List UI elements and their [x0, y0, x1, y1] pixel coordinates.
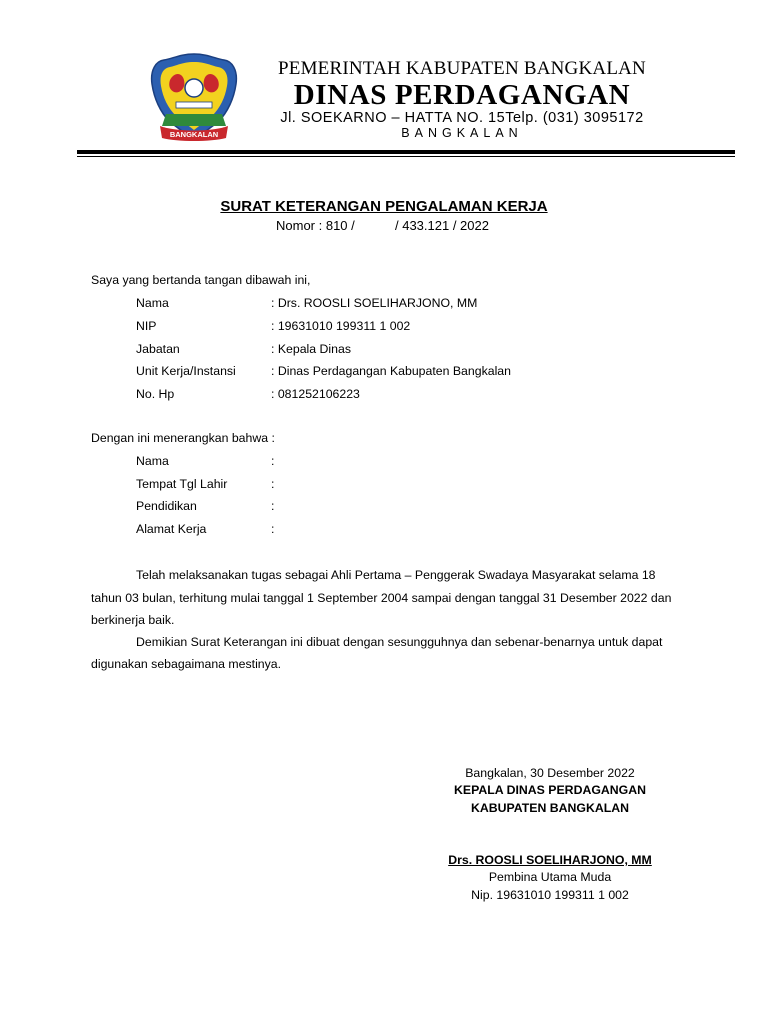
office-city: BANGKALAN — [401, 126, 523, 140]
subject-field-label: Tempat Tgl Lahir — [136, 477, 228, 491]
logo-banner-text: BANGKALAN — [169, 130, 219, 139]
signer-rank: Pembina Utama Muda — [488, 870, 612, 884]
signer-nip: Nip. 19631010 199311 1 002 — [471, 888, 629, 902]
document-number-suffix: / 433.121 / 2022 — [395, 218, 489, 233]
signer-field-label: No. Hp — [136, 387, 175, 401]
body-paragraph-line: berkinerja baik. — [91, 613, 175, 627]
body-paragraph-line: Telah melaksanakan tugas sebagai Ahli Pertama – Penggerak Swadaya Masyarakat selama 18 — [136, 568, 656, 582]
signer-field-label: Jabatan — [136, 342, 180, 356]
subject-field-value: : — [271, 477, 275, 491]
body-paragraph-line: Demikian Surat Keterangan ini dibuat dengan sesungguhnya dan sebenar-benarnya untuk dapat — [136, 635, 663, 649]
signer-field-label: Unit Kerja/Instansi — [136, 364, 236, 378]
letterhead-divider-thin — [77, 156, 735, 157]
document-number-prefix: Nomor : 810 / — [276, 218, 355, 233]
letterhead-divider-thick — [77, 150, 735, 154]
body-paragraph-line: tahun 03 bulan, terhitung mulai tanggal 1 September 2004 sampai dengan tanggal 31 Desember 2022 dan — [91, 591, 672, 605]
signer-field-value: : 081252106223 — [271, 387, 360, 401]
department-name: DINAS PERDAGANGAN — [293, 79, 631, 111]
signer-field-label: NIP — [136, 319, 157, 333]
subject-intro-text: Dengan ini menerangkan bahwa : — [91, 431, 275, 445]
signature-position-line1: KEPALA DINAS PERDAGANGAN — [454, 783, 646, 797]
office-address: Jl. SOEKARNO – HATTA NO. 15Telp. (031) 3095172 — [280, 110, 644, 126]
signer-field-value: : Drs. ROOSLI SOELIHARJONO, MM — [271, 296, 478, 310]
body-paragraph-line: digunakan sebagaimana mestinya. — [91, 657, 282, 671]
signer-field-value: : Kepala Dinas — [271, 342, 351, 356]
regency-emblem-logo — [146, 50, 242, 146]
subject-field-label: Alamat Kerja — [136, 522, 207, 536]
signer-field-label: Nama — [136, 296, 169, 310]
signer-field-value: : Dinas Perdagangan Kabupaten Bangkalan — [271, 364, 511, 378]
subject-field-label: Pendidikan — [136, 499, 197, 513]
signature-place-date: Bangkalan, 30 Desember 2022 — [465, 766, 635, 780]
subject-field-value: : — [271, 499, 275, 513]
document-title: SURAT KETERANGAN PENGALAMAN KERJA — [220, 198, 548, 215]
subject-field-label: Nama — [136, 454, 169, 468]
intro-text: Saya yang bertanda tangan dibawah ini, — [91, 273, 311, 287]
signature-position-line2: KABUPATEN BANGKALAN — [470, 801, 630, 815]
government-name: PEMERINTAH KABUPATEN BANGKALAN — [278, 58, 646, 79]
signer-name: Drs. ROOSLI SOELIHARJONO, MM — [448, 853, 652, 867]
signer-field-value: : 19631010 199311 1 002 — [271, 319, 411, 333]
subject-field-value: : — [271, 454, 275, 468]
subject-field-value: : — [271, 522, 275, 536]
